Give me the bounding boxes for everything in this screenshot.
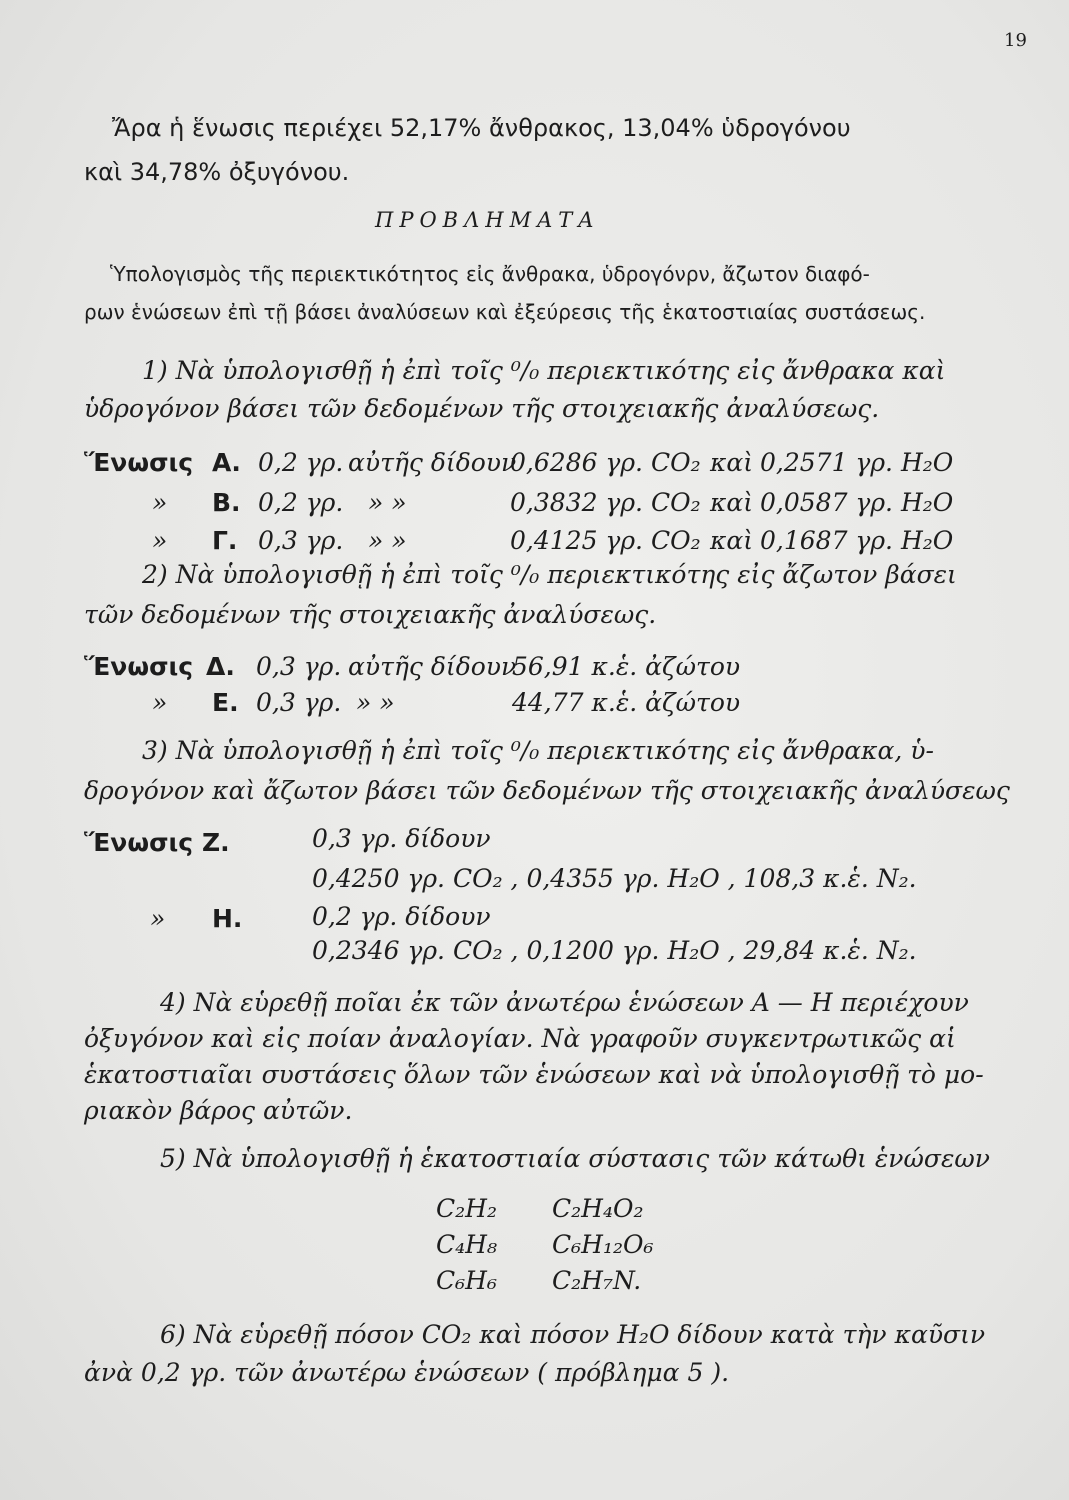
formula: C₂H₇N. [552, 1266, 642, 1295]
compound-label: Ε. [212, 688, 239, 717]
and-word: καὶ [710, 526, 754, 555]
row-lead: » [152, 526, 168, 555]
co2-value: 0,6286 γρ. CO₂ [510, 448, 701, 477]
and-word: καὶ [710, 488, 754, 517]
intro-line-2: καὶ 34,78% ὀξυγόνου. [84, 158, 350, 186]
row-lead: Ἕνωσις [84, 828, 194, 857]
reference-text: αὐτῆς δίδουν [348, 652, 517, 681]
row-lead: Ἕνωσις [84, 652, 194, 681]
reference-text: » » [368, 526, 407, 555]
sample-mass: 0,2 γρ. [258, 488, 344, 517]
reference-text: » » [356, 688, 395, 717]
section-heading: ΠΡΟΒΛΗΜΑΤΑ [375, 208, 600, 232]
sample-mass: 0,3 γρ. [258, 526, 344, 555]
h2o-value: 0,0587 γρ. H₂O [760, 488, 954, 517]
analysis-values: 0,4250 γρ. CO₂ , 0,4355 γρ. H₂O , 108,3 κ.ἑ. N₂. [312, 864, 917, 893]
formula: C₆H₆ [436, 1266, 497, 1295]
co2-value: 0,3832 γρ. CO₂ [510, 488, 701, 517]
compound-label: Β. [212, 488, 241, 517]
problem-4-line-2: ὀξυγόνον καὶ εἰς ποίαν ἀναλογίαν. Νὰ γραφοῦν συγκεντρωτικῶς αἱ [84, 1024, 956, 1053]
sample-mass: 0,2 γρ. [258, 448, 344, 477]
nitrogen-volume: 44,77 κ.ἑ. ἀζώτου [512, 688, 741, 717]
sample-mass: 0,3 γρ. [256, 688, 342, 717]
row-lead: » [150, 904, 166, 933]
compound-label: Ζ. [202, 828, 230, 857]
problem-2-line-2: τῶν δεδομένων τῆς στοιχειακῆς ἀναλύσεως. [84, 600, 657, 629]
problem-1-line-2: ὑδρογόνον βάσει τῶν δεδομένων τῆς στοιχειακῆς ἀναλύσεως. [84, 394, 880, 423]
h2o-value: 0,2571 γρ. H₂O [760, 448, 954, 477]
subtitle-line-1: Ὑπολογισμὸς τῆς περιεκτικότητος εἰς ἄνθρακα, ὑδρογόνρν, ἄζωτον διαφό- [110, 262, 870, 286]
compound-label: Δ. [206, 652, 235, 681]
problem-2-line-1: 2) Νὰ ὑπολογισθῇ ἡ ἐπὶ τοῖς ⁰/₀ περιεκτικότης εἰς ἄζωτον βάσει [142, 560, 957, 589]
formula: C₂H₄O₂ [552, 1194, 644, 1223]
sample-mass-text: 0,3 γρ. δίδουν [312, 824, 491, 853]
compound-label: Η. [212, 904, 243, 933]
page-number: 19 [1004, 30, 1027, 51]
compound-label: Α. [212, 448, 241, 477]
formula: C₂H₂ [436, 1194, 497, 1223]
and-word: καὶ [710, 448, 754, 477]
h2o-value: 0,1687 γρ. H₂O [760, 526, 954, 555]
problem-6-line-2: ἀνὰ 0,2 γρ. τῶν ἀνωτέρω ἑνώσεων ( πρόβλημα 5 ). [84, 1358, 730, 1387]
sample-mass-text: 0,2 γρ. δίδουν [312, 902, 491, 931]
formula: C₄H₈ [436, 1230, 497, 1259]
reference-text: » » [368, 488, 407, 517]
row-lead: Ἕνωσις [84, 448, 194, 477]
nitrogen-volume: 56,91 κ.ἑ. ἀζώτου [512, 652, 741, 681]
row-lead: » [152, 488, 168, 517]
problem-3-line-2: δρογόνον καὶ ἄζωτον βάσει τῶν δεδομένων τῆς στοιχειακῆς ἀναλύσεως [84, 776, 1010, 805]
problem-6-line-1: 6) Νὰ εὑρεθῇ πόσον CO₂ καὶ πόσον H₂O δίδουν κατὰ τὴν καῦσιν [160, 1320, 986, 1349]
problem-4-line-1: 4) Νὰ εὑρεθῇ ποῖαι ἐκ τῶν ἀνωτέρω ἑνώσεων Α — Η περιέχουν [160, 988, 969, 1017]
row-lead: » [152, 688, 168, 717]
problem-4-line-3: ἑκατοστιαῖαι συστάσεις ὅλων τῶν ἑνώσεων καὶ νὰ ὑπολογισθῇ τὸ μο- [84, 1060, 984, 1089]
co2-value: 0,4125 γρ. CO₂ [510, 526, 701, 555]
reference-text: αὐτῆς δίδουν [348, 448, 517, 477]
problem-1-line-1: 1) Νὰ ὑπολογισθῇ ἡ ἐπὶ τοῖς ⁰/₀ περιεκτικότης εἰς ἄνθρακα καὶ [142, 356, 946, 385]
problem-4-line-4: ριακὸν βάρος αὐτῶν. [84, 1096, 353, 1125]
analysis-values: 0,2346 γρ. CO₂ , 0,1200 γρ. H₂O , 29,84 κ.ἑ. N₂. [312, 936, 917, 965]
problem-3-line-1: 3) Νὰ ὑπολογισθῇ ἡ ἐπὶ τοῖς ⁰/₀ περιεκτικότης εἰς ἄνθρακα, ὑ- [142, 736, 934, 765]
formula: C₆H₁₂O₆ [552, 1230, 654, 1259]
problem-5-line-1: 5) Νὰ ὑπολογισθῇ ἡ ἑκατοστιαία σύστασις τῶν κάτωθι ἑνώσεων [160, 1144, 990, 1173]
sample-mass: 0,3 γρ. [256, 652, 342, 681]
compound-label: Γ. [212, 526, 238, 555]
intro-line-1: Ἄρα ἡ ἕνωσις περιέχει 52,17% ἄνθρακος, 13,04% ὑδρογόνου [112, 114, 851, 142]
subtitle-line-2: ρων ἑνώσεων ἐπὶ τῇ βάσει ἀναλύσεων καὶ ἐξεύρεσις τῆς ἑκατοστιαίας συστάσεως. [84, 300, 926, 324]
